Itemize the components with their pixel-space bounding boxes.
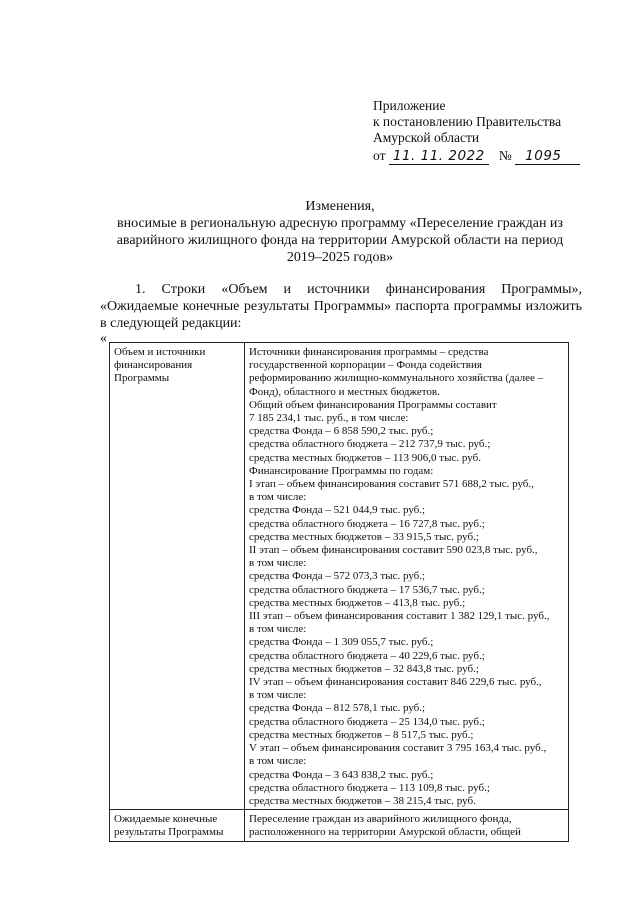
table-content-line: средства местных бюджетов – 113 906,0 тыс. руб. — [249, 451, 481, 464]
table-content-line: расположенного на территории Амурской области, общей — [249, 826, 521, 839]
table-content-line: средства Фонда – 1 309 055,7 тыс. руб.; — [249, 636, 434, 649]
table-content-line: средства областного бюджета – 16 727,8 тыс. руб.; — [249, 517, 485, 530]
table-content-line: Общий объем финансирования Программы составит — [249, 398, 497, 411]
table-content-line: средства местных бюджетов – 33 915,5 тыс. руб.; — [249, 530, 479, 543]
table-content-line: средства местных бюджетов – 413,8 тыс. руб.; — [249, 596, 466, 609]
table-content-line: средства областного бюджета – 113 109,8 тыс. руб.; — [249, 781, 490, 794]
table-content-line: V этап – объем финансирования составит 3 795 163,4 тыс. руб., — [249, 742, 547, 755]
title-line-4: 2019–2025 годов» — [286, 250, 394, 265]
table-content-line: средства областного бюджета – 25 134,0 тыс. руб.; — [249, 715, 485, 728]
passport-table — [109, 342, 569, 842]
table-content-line: Фонд), областного и местных бюджетов. — [249, 385, 440, 398]
table-content-line: государственной корпорации – Фонда содействия — [249, 359, 482, 372]
table-content-line: средства Фонда – 6 858 590,2 тыс. руб.; — [249, 425, 434, 438]
results-content-cell — [245, 810, 569, 841]
table-content-line: реформированию жилищно-коммунального хозяйства (далее – — [249, 372, 544, 385]
header-line-region: Амурской области — [373, 130, 480, 145]
table-row-funding — [110, 343, 569, 810]
title-line-1: Изменения, — [305, 199, 375, 214]
table-content-line: III этап – объем финансирования составит 1 382 129,1 тыс. руб., — [249, 610, 550, 623]
date-prefix: от — [373, 148, 386, 163]
funding-label-cell — [110, 343, 245, 810]
table-label-line: финансирования — [114, 359, 193, 372]
handwritten-number: 1095 — [515, 148, 579, 165]
handwritten-date: 11. 11. 2022 — [389, 148, 489, 165]
table-content-line: IV этап – объем финансирования составит 846 229,6 тыс. руб., — [249, 676, 542, 689]
table-content-line: средства Фонда – 572 073,3 тыс. руб.; — [249, 570, 426, 583]
title-line-3: аварийного жилищного фонда на территории Амурской области на период — [116, 233, 564, 248]
document-header — [373, 98, 580, 165]
table-content-line: в том числе: — [249, 557, 307, 570]
table-content-line: средства Фонда – 521 044,9 тыс. руб.; — [249, 504, 426, 517]
results-label-cell — [110, 810, 245, 841]
table-content-line: средства областного бюджета – 17 536,7 тыс. руб.; — [249, 583, 485, 596]
table-content-line: средства местных бюджетов – 38 215,4 тыс. руб. — [249, 794, 476, 807]
table-label-line: Ожидаемые конечные — [114, 813, 218, 826]
table-content-line: средства Фонда – 812 578,1 тыс. руб.; — [249, 702, 426, 715]
table-content-line: средства областного бюджета – 40 229,6 тыс. руб.; — [249, 649, 485, 662]
opening-quote: « — [100, 331, 107, 346]
number-sign: № — [498, 148, 512, 163]
header-line-appendix: Приложение — [373, 98, 446, 113]
table-content-line: Финансирование Программы по годам: — [249, 464, 434, 477]
table-label-line: результаты Программы — [114, 826, 224, 839]
table-content-line: I этап – объем финансирования составит 571 688,2 тыс. руб., — [249, 478, 534, 491]
table-content-line: Переселение граждан из аварийного жилищного фонда, — [249, 813, 512, 826]
table-row-results — [110, 810, 569, 841]
table-content-line: в том числе: — [249, 755, 307, 768]
table-content-line: средства местных бюджетов – 8 517,5 тыс. руб.; — [249, 728, 474, 741]
table-content-line: в том числе: — [249, 623, 307, 636]
table-label-line: Объем и источники — [114, 346, 206, 358]
table-content-line: средства Фонда – 3 643 838,2 тыс. руб.; — [249, 768, 434, 781]
table-label-line: Программы — [114, 372, 170, 385]
body-paragraph: 1. Строки «Объем и источники финансирования Программы», «Ожидаемые конечные результаты Программы» паспорта программы изложить в следующей редакции: — [100, 282, 582, 331]
table-content-line: в том числе: — [249, 491, 307, 504]
document-title — [100, 198, 580, 266]
table-content-line: II этап – объем финансирования составит 590 023,8 тыс. руб., — [249, 544, 538, 557]
funding-content-cell — [245, 343, 569, 810]
table-content-line: в том числе: — [249, 689, 307, 702]
table-content-line: Источники финансирования программы – средства — [249, 346, 489, 358]
date-number-line — [373, 148, 580, 165]
header-line-resolution: к постановлению Правительства — [373, 114, 562, 129]
table-content-line: средства областного бюджета – 212 737,9 тыс. руб.; — [249, 438, 491, 451]
title-line-2: вносимые в региональную адресную программу «Переселение граждан из — [117, 216, 563, 231]
table-content-line: 7 185 234,1 тыс. руб., в том числе: — [249, 412, 409, 425]
table-content-line: средства местных бюджетов – 32 843,8 тыс. руб.; — [249, 662, 479, 675]
